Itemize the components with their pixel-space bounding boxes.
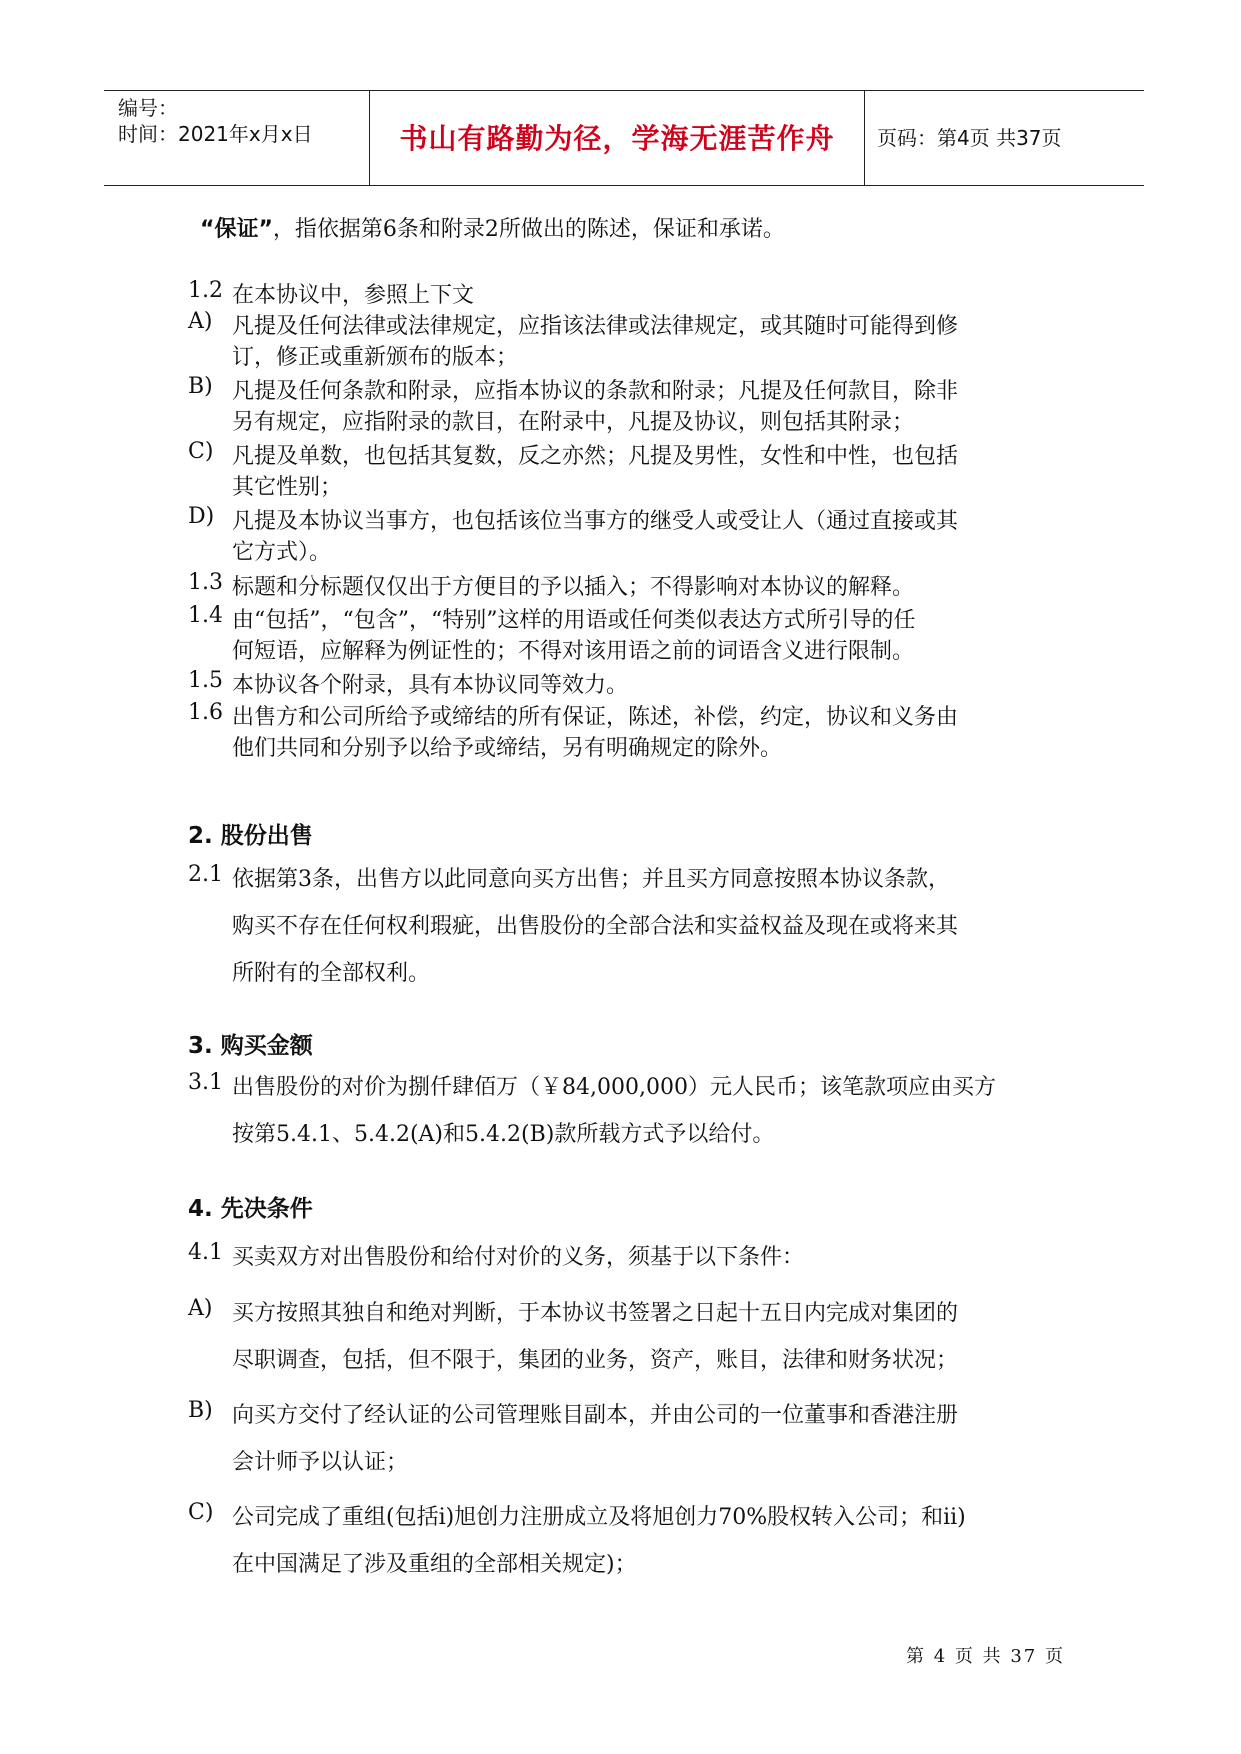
clause-text: 买卖双方对出售股份和给付对价的义务，须基于以下条件： (232, 1245, 805, 1270)
document-time-label: 时间：2021年x月x日 (118, 122, 313, 146)
clause-line: 出售股份的对价为捌仟肆佰万（￥84,000,000）元人民币；该笔款项应由买方 (232, 1075, 996, 1100)
clause-number: 3.1 (188, 1070, 223, 1095)
header-page-number: 页码：第4页 共37页 (877, 126, 1062, 150)
clause-number: 1.4 (188, 603, 223, 628)
clause-line: 凡提及单数，也包括其复数，反之亦然；凡提及男性，女性和中性，也包括 (232, 444, 959, 469)
clause-line: 尽职调查，包括，但不限于，集团的业务，资产，账目，法律和财务状况； (232, 1348, 959, 1373)
clause-line: 凡提及任何法律或法律规定，应指该法律或法律规定，或其随时可能得到修 (232, 314, 959, 339)
clause-line: 凡提及本协议当事方，也包括该位当事方的继受人或受让人（通过直接或其 (232, 509, 959, 534)
header-info-cell (104, 91, 370, 185)
clause-number: 2.1 (188, 862, 223, 887)
definition-term: “保证” (200, 217, 273, 242)
clause-line: 按第5.4.1、5.4.2(A)和5.4.2(B)款所载方式予以给付。 (232, 1122, 775, 1147)
clause-line: 会计师予以认证； (232, 1450, 409, 1475)
clause-number: D) (188, 504, 215, 529)
clause-line: 公司完成了重组(包括i)旭创力注册成立及将旭创力70%股权转入公司；和ii) (232, 1505, 966, 1530)
clause-line: 依据第3条，出售方以此同意向买方出售；并且买方同意按照本协议条款， (232, 867, 950, 892)
clause-number: B) (188, 374, 213, 399)
clause-number: 1.5 (188, 668, 223, 693)
definition-text: ，指依据第6条和附录2所做出的陈述，保证和承诺。 (272, 217, 785, 242)
clause-line: 买方按照其独自和绝对判断，于本协议书签署之日起十五日内完成对集团的 (232, 1301, 959, 1326)
section-3-heading: 3. 购买金额 (188, 1033, 313, 1059)
clause-line: 在本协议中，参照上下文 (232, 283, 475, 308)
clause-number: C) (188, 1500, 214, 1525)
header-page-cell (865, 91, 1144, 185)
clause-number: C) (188, 439, 214, 464)
clause-number: B) (188, 1398, 213, 1423)
page-header (104, 90, 1144, 186)
clause-number: A) (188, 309, 213, 334)
section-2-heading: 2. 股份出售 (188, 823, 313, 849)
clause-line: 另有规定，应指附录的款目，在附录中，凡提及协议，则包括其附录； (232, 410, 915, 435)
clause-line: 他们共同和分别予以给予或缔结，另有明确规定的除外。 (232, 736, 783, 761)
clause-number: 1.3 (188, 570, 223, 595)
clause-line: 其它性别； (232, 475, 343, 500)
clause-line: 订，修正或重新颁布的版本； (232, 345, 519, 370)
clause-number: 4.1 (188, 1240, 223, 1265)
clause-number: 1.6 (188, 700, 223, 725)
definition-warranty (200, 212, 785, 243)
page-footer: 第 4 页 共 37 页 (906, 1646, 1065, 1667)
clause-line: 它方式）。 (232, 540, 332, 565)
clause-line: 购买不存在任何权利瑕疵，出售股份的全部合法和实益权益及现在或将来其 (232, 914, 959, 939)
clause-line: 所附有的全部权利。 (232, 961, 431, 986)
document-number-label: 编号： (118, 96, 178, 120)
header-motto: 书山有路勤为径，学海无涯苦作舟 (399, 122, 835, 155)
clause-line: 在中国满足了涉及重组的全部相关规定)； (232, 1552, 637, 1577)
clause-line: 标题和分标题仅仅出于方便目的予以插入；不得影响对本协议的解释。 (232, 575, 915, 600)
clause-line: 何短语，应解释为例证性的；不得对该用语之前的词语含义进行限制。 (232, 639, 915, 664)
clause-line: 本协议各个附录，具有本协议同等效力。 (232, 673, 629, 698)
section-4-heading: 4. 先决条件 (188, 1196, 313, 1222)
clause-line: 向买方交付了经认证的公司管理账目副本，并由公司的一位董事和香港注册 (232, 1403, 959, 1428)
header-motto-cell (370, 91, 865, 185)
clause-line: 凡提及任何条款和附录，应指本协议的条款和附录；凡提及任何款目，除非 (232, 379, 959, 404)
clause-line: 由“包括”，“包含”，“特别”这样的用语或任何类似表达方式所引导的任 (232, 608, 916, 633)
clause-number: 1.2 (188, 278, 223, 303)
clause-line: 出售方和公司所给予或缔结的所有保证，陈述，补偿，约定，协议和义务由 (232, 705, 959, 730)
clause-number: A) (188, 1296, 213, 1321)
